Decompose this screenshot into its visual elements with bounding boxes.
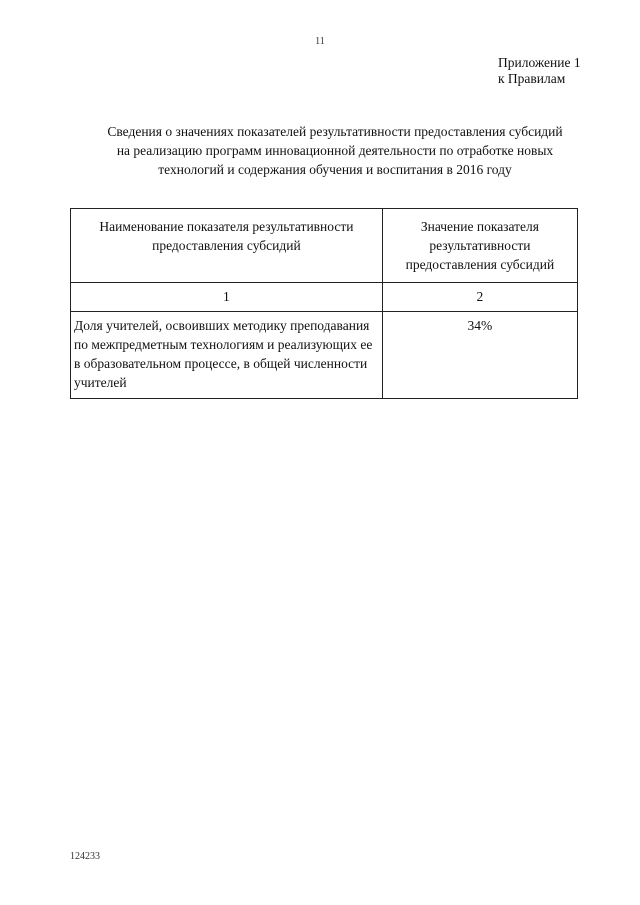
document-code: 124233: [70, 851, 100, 862]
document-title: [70, 122, 600, 179]
indicator-value-cell: 34%: [382, 312, 577, 399]
page-number: 11: [315, 36, 325, 47]
title-line-1: Сведения о значениях показателей результативности предоставления субсидий: [107, 124, 563, 139]
indicators-table: [70, 208, 578, 399]
column-number-2: 2: [382, 283, 577, 312]
appendix-label: [460, 55, 588, 87]
column-number-row: [71, 283, 578, 312]
indicator-name-cell: Доля учителей, освоивших методику преподавания по межпредметным технологиям и реализующих ее в образовательном процессе, в общей численности учителей: [71, 312, 383, 399]
table-header-row: [71, 209, 578, 283]
title-line-2: на реализацию программ инновационной деятельности по отработке новых: [116, 143, 554, 158]
title-line-3: технологий и содержания обучения и воспитания в 2016 году: [158, 162, 512, 177]
column-number-1: 1: [71, 283, 383, 312]
appendix-line-2: к Правилам: [498, 71, 566, 86]
appendix-line-1: Приложение 1: [498, 55, 581, 70]
header-indicator-value: Значение показателя результативности предоставления субсидий: [382, 209, 577, 283]
header-indicator-name: Наименование показателя результативности предоставления субсидий: [71, 209, 383, 283]
table-row: [71, 312, 578, 399]
